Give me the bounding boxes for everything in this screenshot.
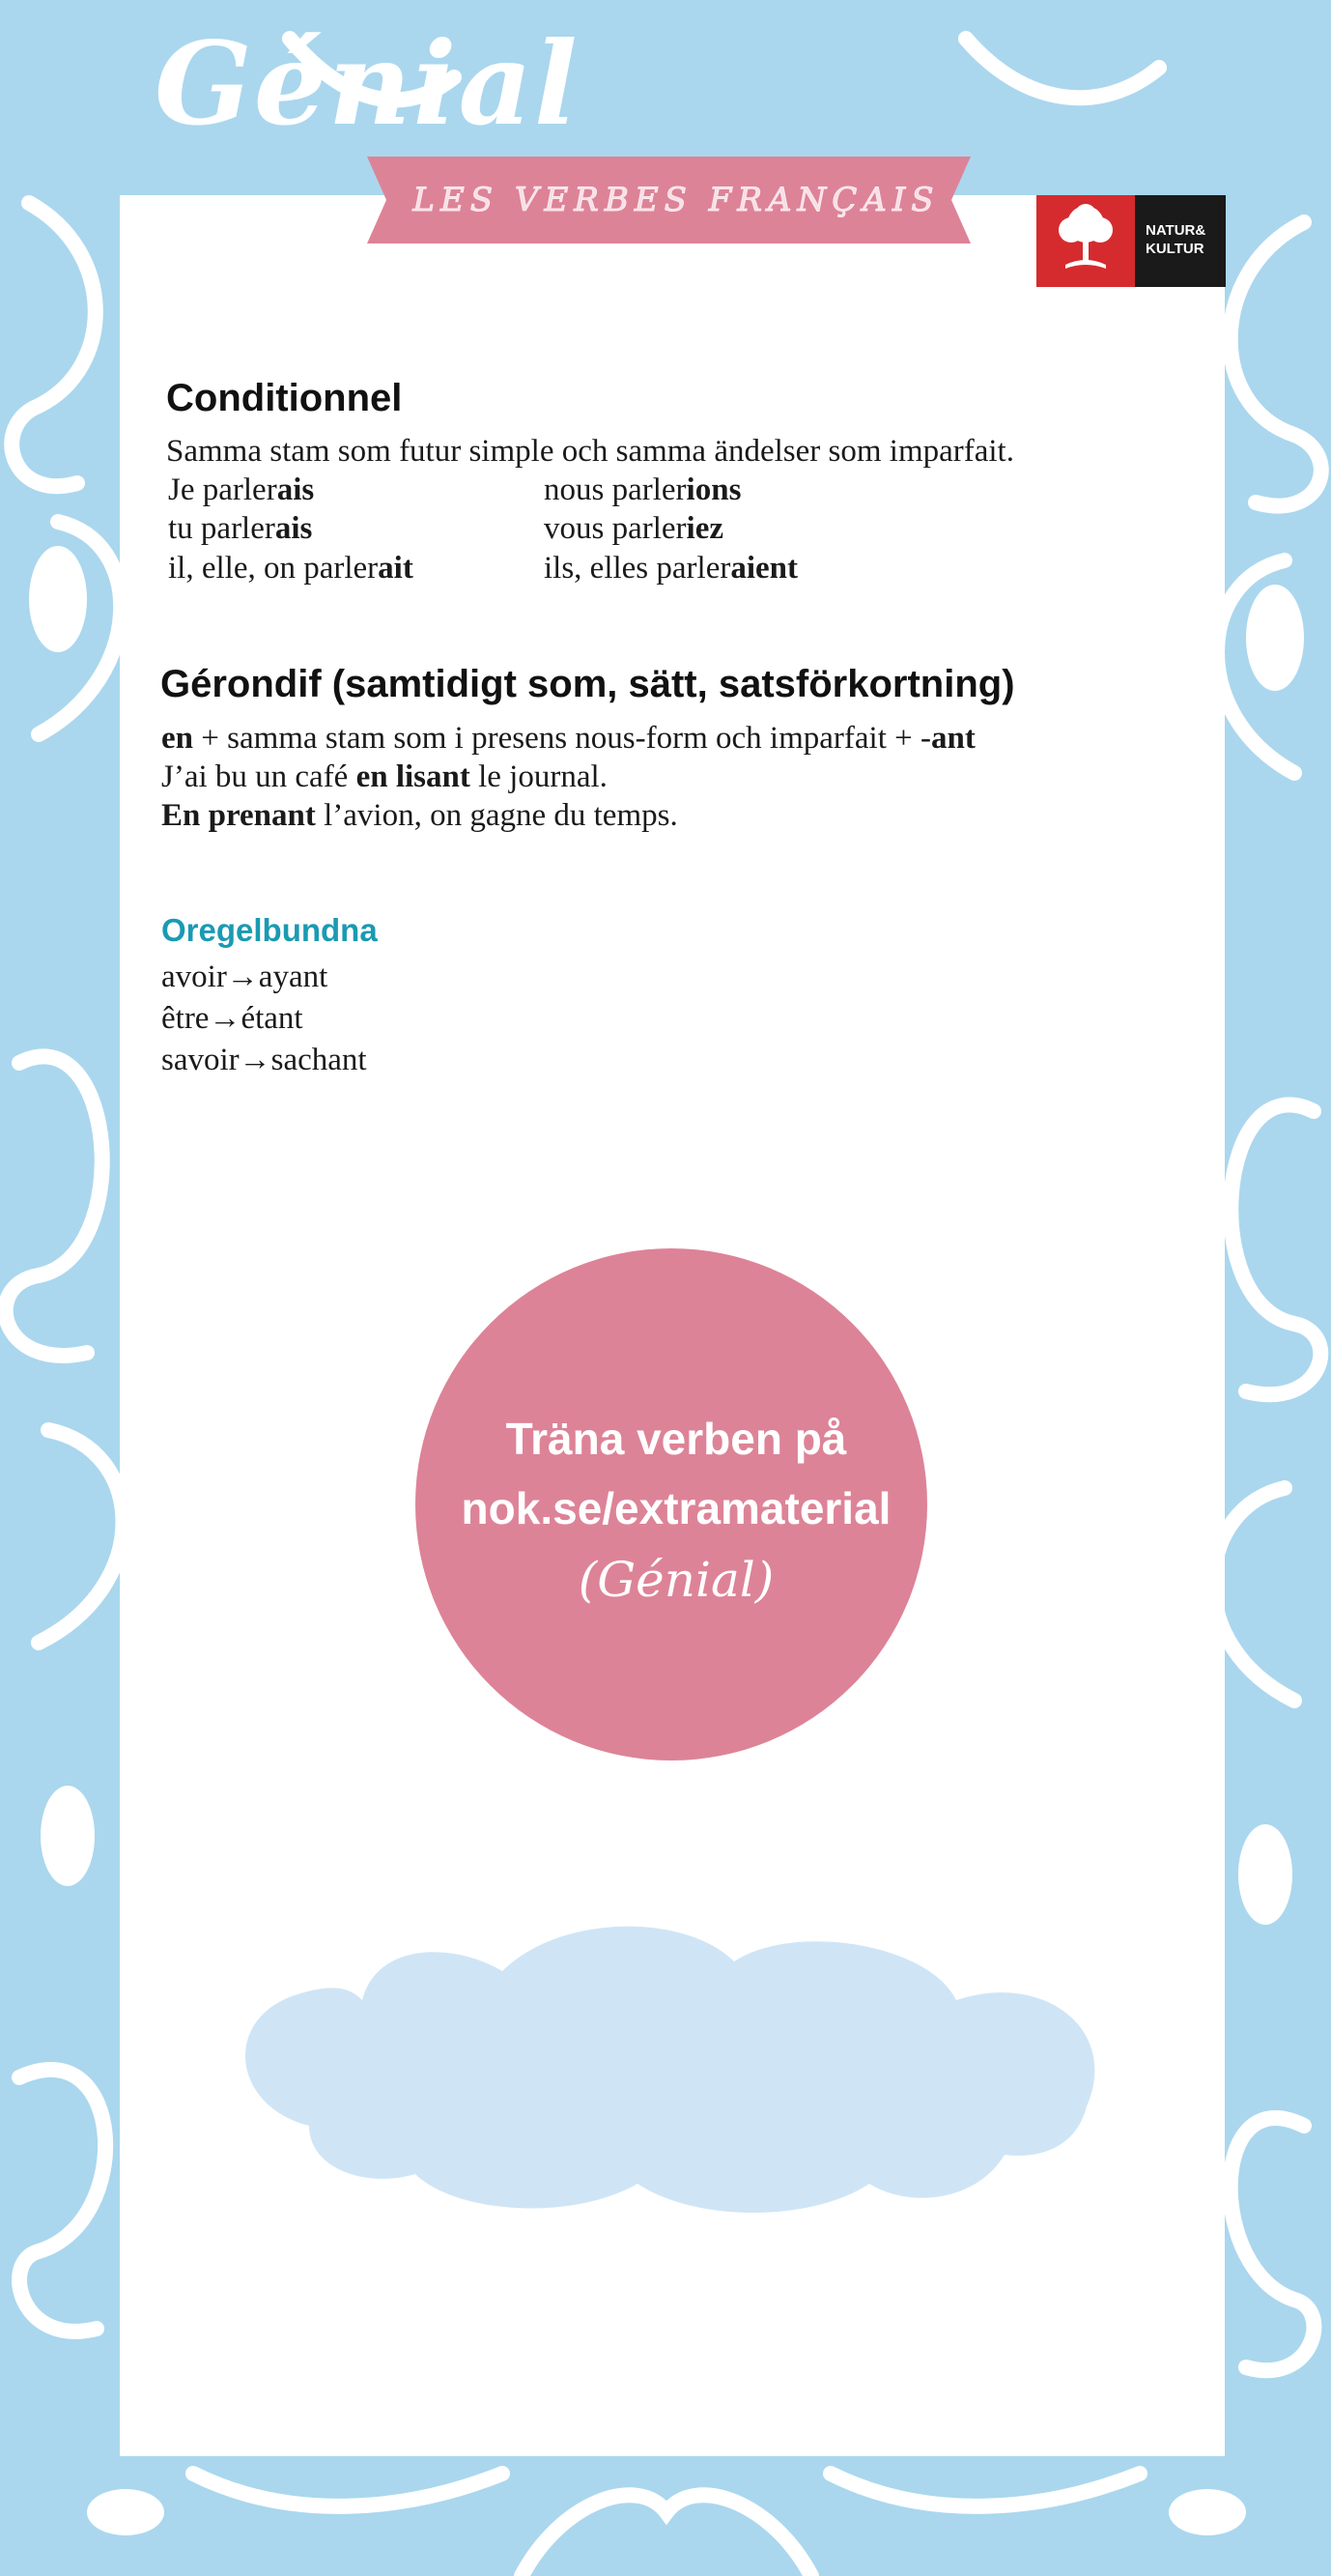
example-post: le journal. [469, 759, 608, 794]
promo-brand [415, 1552, 937, 1608]
gerondif-heading-bold: Gérondif [160, 663, 322, 705]
paren-open: ( [578, 1552, 598, 1608]
example-pre: J’ai bu un café [161, 759, 356, 794]
publisher-line-2: KULTUR [1146, 241, 1204, 257]
promo-line-1: Träna verben på [505, 1414, 847, 1464]
paren-close: ) [754, 1552, 775, 1608]
gerondif-example-1 [161, 761, 608, 793]
example-bold: En prenant [161, 798, 316, 833]
example-post: l’avion, on gagne du temps. [315, 798, 678, 833]
conjugation-je [168, 474, 314, 506]
gerondif-example-2 [161, 800, 678, 832]
gerondif-rule [161, 723, 976, 755]
publisher-wordmark [1135, 195, 1226, 287]
rule-middle: + samma stam som i presens nous-form och imparfait + - [193, 721, 931, 756]
conjugation-ending: ais [276, 472, 315, 507]
publisher-line-1: NATUR& [1146, 222, 1206, 239]
irregular-item: savoir→sachant [161, 1043, 367, 1077]
conjugation-stem: ils, elles parler [544, 551, 731, 586]
rule-bold-end: ant [930, 721, 976, 756]
conjugation-stem: nous parler [544, 472, 687, 507]
conditionnel-description: Samma stam som futur simple och samma ändelser som imparfait. [166, 434, 1014, 469]
conjugation-tu [168, 513, 312, 545]
conjugation-stem: vous parler [544, 511, 687, 546]
example-bold: en lisant [355, 759, 470, 794]
brand-title: Génial [155, 16, 580, 151]
irregular-item: être→étant [161, 1001, 303, 1036]
irregular-heading: Oregelbundna [161, 912, 378, 948]
conjugation-ending: iez [686, 511, 724, 546]
irregular-item: avoir→ayant [161, 959, 328, 994]
gerondif-heading-rest: (samtidigt som, sätt, satsförkortning) [321, 663, 1015, 705]
conjugation-ending: aient [730, 551, 799, 586]
conjugation-ending: ions [686, 472, 742, 507]
conjugation-il [168, 553, 413, 585]
promo-link[interactable]: nok.se/extramaterial [461, 1483, 892, 1533]
publisher-logo [1036, 195, 1226, 287]
conjugation-ending: ais [274, 511, 313, 546]
rule-bold-start: en [161, 721, 193, 756]
tree-logo-icon [1036, 195, 1135, 287]
conjugation-stem: Je parler [168, 472, 277, 507]
ribbon-subtitle: LES VERBES FRANÇAIS [412, 181, 940, 219]
conjugation-nous [544, 474, 741, 506]
promo-brand-script: Génial [597, 1552, 755, 1608]
conjugation-vous [544, 513, 723, 545]
conjugation-ending: ait [378, 551, 413, 586]
conjugation-ils [544, 553, 798, 585]
conjugation-stem: il, elle, on parler [168, 551, 379, 586]
conjugation-stem: tu parler [168, 511, 275, 546]
conditionnel-heading: Conditionnel [166, 377, 403, 419]
gerondif-heading [160, 663, 1015, 706]
